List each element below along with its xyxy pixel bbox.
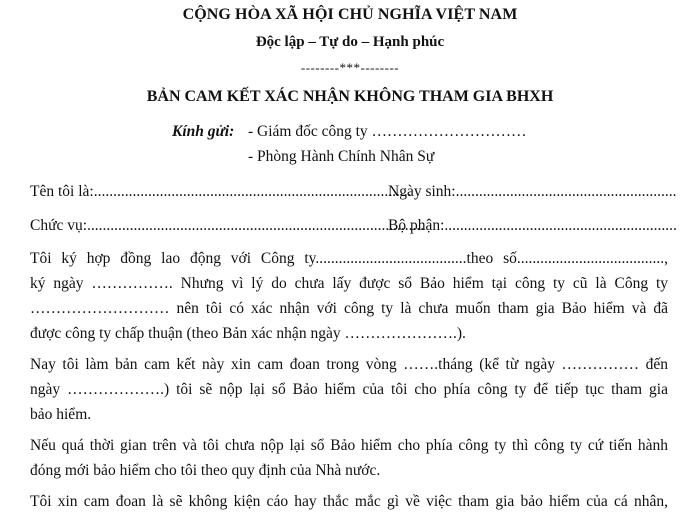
department-field: Bộ phận:............................................................ [388, 217, 677, 234]
paragraph-line: bảo hiểm. [30, 406, 92, 423]
paragraph-line: được công ty chấp thuận (theo Bản xác nhận ngày ………………….). [30, 325, 466, 342]
paragraph-contract [30, 246, 668, 346]
paragraph-deadline [30, 433, 668, 483]
paragraph-declaration [30, 489, 668, 514]
paragraph-line: đóng mới bảo hiểm cho tôi theo quy định của Nhà nước. [30, 462, 381, 479]
paragraph-line: Nay tôi làm bản cam kết này xin cam đoan trong vòng …….tháng (kể từ ngày …………… đến [30, 356, 668, 373]
position-field: Chức vụ:....................................................................................... [30, 217, 425, 234]
document-title: BẢN CAM KẾT XÁC NHẬN KHÔNG THAM GIA BHXH [146, 88, 554, 105]
dob-field: Ngày sinh:......................................................... [388, 183, 677, 200]
addressee-line-director: - Giám đốc công ty ………………………… [248, 123, 527, 140]
nation-heading: CỘNG HÒA XÃ HỘI CHỦ NGHĨA VIỆT NAM [182, 6, 518, 23]
paragraph-line: Tôi xin cam đoan là sẽ không kiện cáo hay thắc mắc gì về việc tham gia bảo hiểm của cá nhân, [30, 493, 668, 510]
paragraph-line: ký ngày ……………. Nhưng vì lý do chưa lấy được sổ Bảo hiểm tại công ty cũ là Công ty [30, 275, 668, 292]
name-field: Tên tôi là:.................................................................................. [30, 183, 412, 200]
paragraph-line: ngày ……………….) tôi sẽ nộp lại sổ Bảo hiểm của tôi cho phía công ty để tiếp tục tham gia [30, 381, 668, 398]
addressee-label: Kính gửi: [172, 123, 235, 140]
paragraph-commitment [30, 352, 668, 427]
paragraph-line: Nếu quá thời gian trên và tôi chưa nộp lại sổ Bảo hiểm cho phía công ty thì công ty cứ tiến hành [30, 437, 668, 454]
paragraph-line: ……………………… nên tôi có xác nhận với công ty là chưa muốn tham gia Bảo hiểm và đã [30, 300, 668, 317]
heading-separator: --------***-------- [300, 60, 400, 75]
motto-heading: Độc lập – Tự do – Hạnh phúc [255, 34, 445, 50]
paragraph-line: Tôi ký hợp đồng lao động với Công ty.......................................theo số......................................, [30, 250, 668, 267]
addressee-line-hr: - Phòng Hành Chính Nhân Sự [248, 148, 435, 165]
